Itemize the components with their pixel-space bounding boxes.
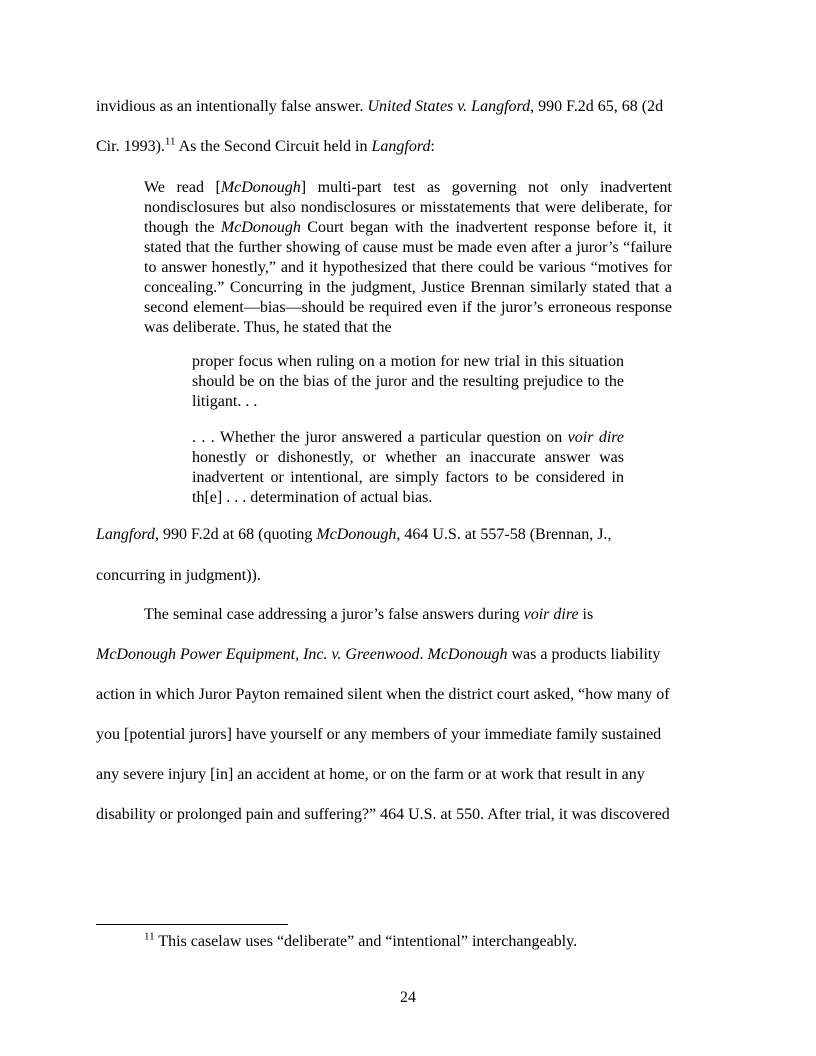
page-number: 24 (400, 989, 416, 1006)
text-run: . (419, 646, 428, 663)
text-run: We read [ (144, 179, 221, 196)
body-line (96, 97, 720, 117)
nested-quote-paragraph-2 (192, 428, 624, 508)
case-name: United States v. Langford (367, 98, 531, 115)
text-run: Court began with the inadvertent response before it, it stated that the further showing of cause must be made even after a juror’s “failure to answer honestly,” and it hypothesized that there could be various “motives for concealing.” Concurring in the judgment, Justice Brennan similarly stated that a second element—bias—should be required even if the juror’s erroneous response was deliberate. Thus, he stated that the (144, 219, 673, 336)
case-name: McDonough (220, 219, 301, 236)
text-run: The seminal case addressing a juror’s false answers during (144, 606, 524, 623)
latin-term: voir dire (523, 606, 579, 623)
footnote-text: This caselaw uses “deliberate” and “intentional” interchangeably. (154, 933, 578, 950)
body-line (96, 137, 720, 157)
text-run: Cir. 1993). (96, 138, 165, 155)
latin-term: voir dire (567, 429, 625, 446)
case-name: McDonough (427, 646, 508, 663)
text-run: was a products liability (507, 646, 661, 663)
footnote-number: 11 (144, 930, 155, 943)
citation-line: concurring in judgment)). (96, 567, 261, 584)
body-line (96, 605, 768, 625)
text-run: : (430, 138, 435, 155)
body-line: disability or prolonged pain and suffering?” 464 U.S. at 550. After trial, it was discovered (96, 806, 670, 823)
footnote-separator (96, 924, 288, 925)
text-run: honestly or dishonestly, or whether an inaccurate answer was inadvertent or intentional, are simply factors to be considered in th[e] . . . determination of actual bias. (192, 449, 624, 506)
text-run: . . . Whether the juror answered a particular question on (192, 429, 568, 446)
nested-quote-text (192, 428, 624, 508)
case-name: McDonough Power Equipment, Inc. v. Greenwood (96, 646, 420, 663)
footnote-reference[interactable]: 11 (164, 135, 176, 148)
text-run: invidious as an intentionally false answer. (96, 98, 368, 115)
block-quote (144, 178, 672, 338)
body-line: any severe injury [in] an accident at home, or on the farm or at work that result in any (96, 766, 645, 783)
nested-quote-paragraph-1 (192, 352, 624, 412)
text-run: ] multi-part test as governing not only inadvertent nondisclosures but also nondisclosures or misstatements that were deliberate, for though the (144, 179, 672, 236)
text-run: is (578, 606, 594, 623)
case-name: McDonough (316, 526, 397, 543)
case-name: Langford (96, 526, 155, 543)
body-line: you [potential jurors] have yourself or any members of your immediate family sustained (96, 726, 662, 743)
text-run: , 990 F.2d at 68 (quoting (154, 526, 317, 543)
text-run: , 464 U.S. at 557-58 (Brennan, J., (396, 526, 612, 543)
case-name: Langford (371, 138, 431, 155)
footnote (144, 932, 720, 952)
block-quote-text (144, 178, 672, 338)
body-line: action in which Juror Payton remained silent when the district court asked, “how many of (96, 686, 670, 703)
body-line (96, 645, 720, 665)
case-name: McDonough (220, 179, 301, 196)
text-run: As the Second Circuit held in (175, 138, 372, 155)
nested-quote-text: proper focus when ruling on a motion for new trial in this situation should be on the bias of the juror and the resulting prejudice to the litigant. . . (192, 353, 624, 410)
citation-line (96, 525, 720, 545)
text-run: , 990 F.2d 65, 68 (2d (530, 98, 664, 115)
